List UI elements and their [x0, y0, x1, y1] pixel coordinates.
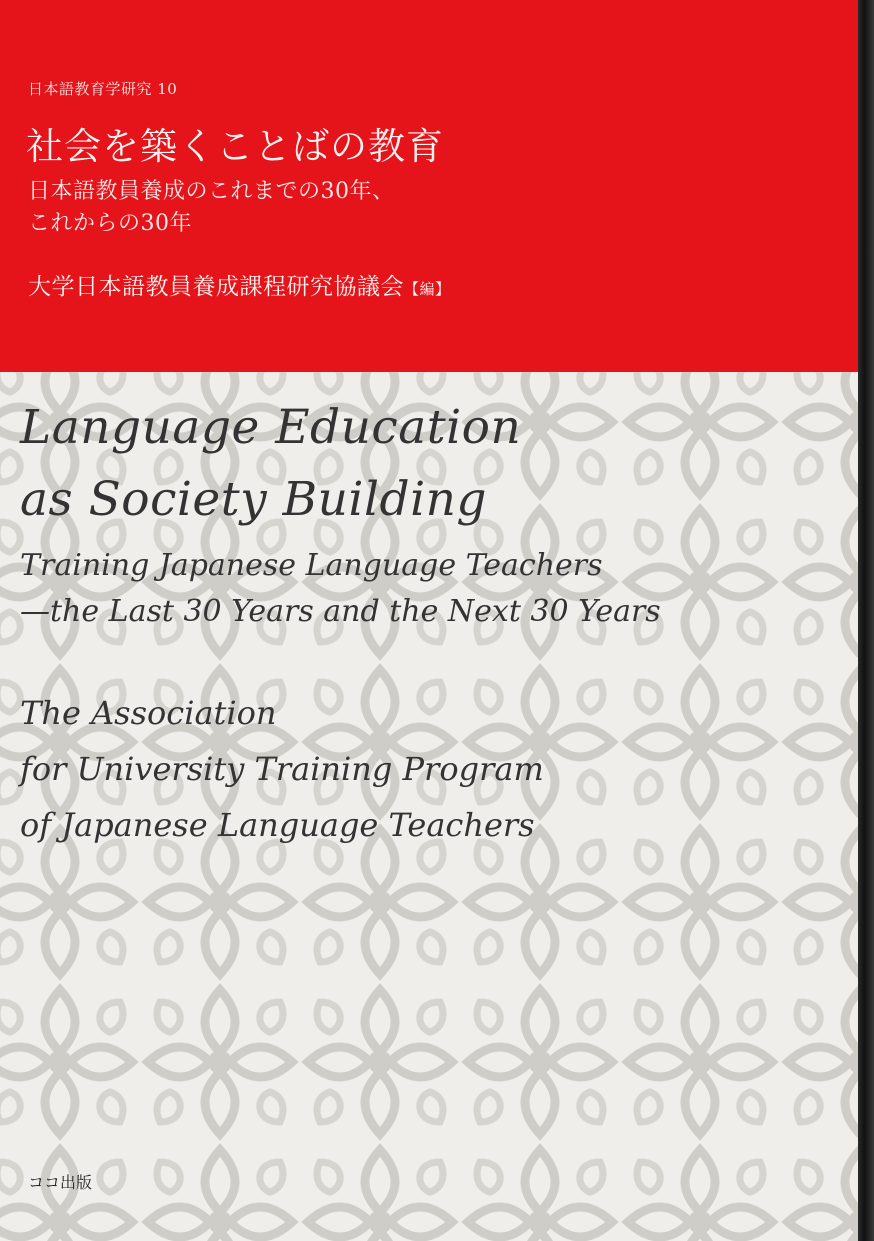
title-english-line-1: Language Education: [20, 400, 522, 455]
subtitle-japanese-line-1: 日本語教員養成のこれまでの30年、: [28, 179, 395, 204]
title-japanese: 社会を築くことばの教育: [26, 125, 444, 168]
editor-japanese: [28, 268, 451, 301]
publisher-name: ココ出版: [28, 1173, 93, 1192]
series-label: 日本語教育学研究 10: [28, 80, 178, 98]
cover-patterned-band: [0, 372, 858, 1241]
association-line-2: for University Training Program: [20, 750, 544, 788]
editor-name: 大学日本語教員養成課程研究協議会: [28, 274, 404, 300]
book-edge: [858, 0, 874, 1241]
subtitle-english-line-1: Training Japanese Language Teachers: [20, 548, 603, 583]
subtitle-english-line-2: —the Last 30 Years and the Next 30 Years: [20, 594, 661, 629]
editor-tag: 【編】: [404, 280, 451, 298]
title-english-line-2: as Society Building: [20, 472, 487, 527]
association-line-1: The Association: [20, 694, 277, 732]
cover-red-band: [0, 0, 858, 372]
subtitle-japanese-line-2: これからの30年: [28, 211, 192, 236]
association-line-3: of Japanese Language Teachers: [20, 806, 535, 844]
subtitle-japanese: [28, 176, 548, 240]
